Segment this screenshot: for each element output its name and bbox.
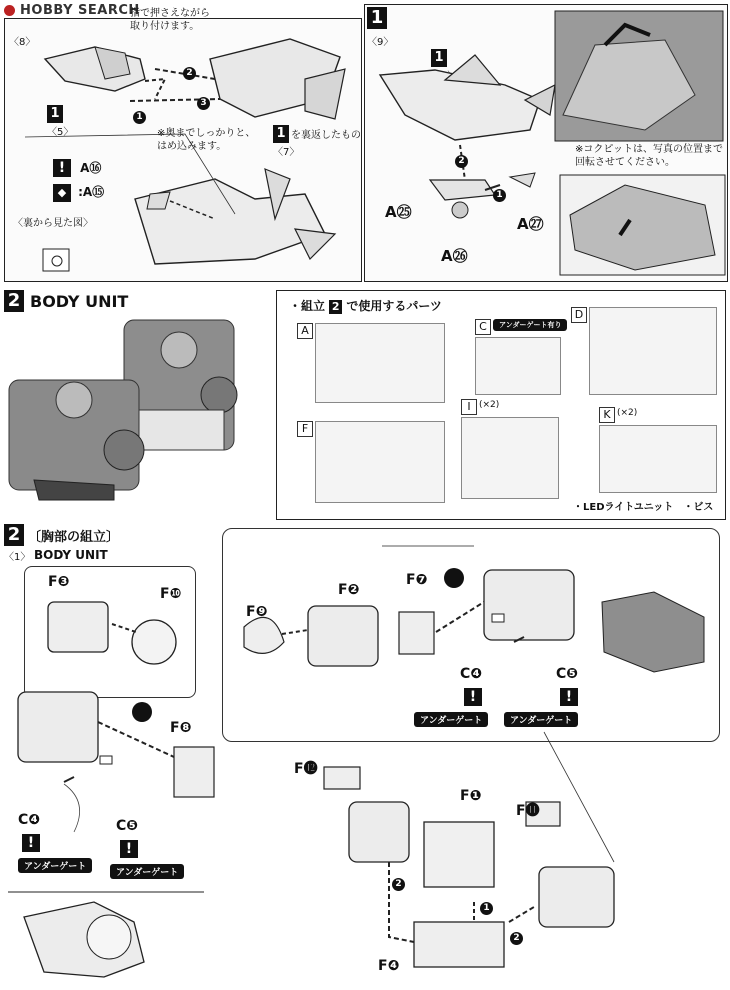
step-num-1: 1: [480, 902, 493, 915]
extra-parts-note: ・LEDライトユニット ・ビス: [573, 502, 714, 513]
step-num-2-left: 2: [392, 878, 405, 891]
step-num-1: 1: [493, 189, 506, 202]
cockpit-note: ※コクピットは、写真の位置まで 回転させてください。: [575, 144, 723, 168]
step-num-2-right: 2: [510, 932, 523, 945]
runner-a-label: A: [297, 323, 313, 339]
chest-assembly-section: [4, 522, 726, 986]
insert-note: ※奥までしっかりと、 はめ込みます。: [157, 128, 256, 152]
part-f12-label: F⓬: [294, 761, 318, 777]
logo-circle-icon: [4, 5, 15, 16]
part-f8-label: F❽: [170, 720, 192, 736]
runner-f-label: F: [297, 421, 313, 437]
press-note: 指で押さえながら 取り付けます。: [130, 8, 210, 32]
runner-k-sprue: [599, 425, 717, 493]
part-a16-label: A⑯: [80, 161, 102, 175]
box-ref-7: 1: [273, 125, 289, 143]
parts-heading: [289, 297, 442, 314]
step-num-1: 1: [133, 111, 146, 124]
step-number-box: 1: [367, 7, 387, 29]
part-f11-label: F⓫: [516, 803, 540, 819]
warning-icon: !: [53, 159, 71, 177]
runner-i-sprue: [461, 417, 559, 499]
part-f4-label: F❹: [378, 958, 400, 974]
part-a25-label: A㉕: [385, 203, 412, 221]
reverse-note: を裏返したもの: [291, 130, 361, 141]
box-ref-5-sub: 〈5〉: [47, 127, 74, 138]
logo-text: HOBBY SEARCH: [20, 3, 140, 18]
box-ref-7-sub: 〈7〉: [273, 147, 300, 158]
runner-k-note: (×2): [617, 408, 638, 418]
runner-d-sprue: [589, 307, 717, 395]
part-f9-label: F❾: [246, 604, 268, 620]
warning-icon-c5b: !: [560, 688, 578, 706]
runner-d-label: D: [571, 307, 587, 323]
part-a26-label: A㉖: [441, 247, 468, 265]
part-f3-label: F❸: [48, 574, 70, 590]
part-a15-row: [53, 181, 104, 202]
runner-k-label: K: [599, 407, 615, 423]
parts-heading-suffix: で使用するパーツ: [346, 299, 442, 313]
back-view-label: 〈裏から見た図〉: [13, 218, 93, 229]
runner-c-note: アンダーゲート有り: [493, 319, 567, 331]
runner-c-label: C: [475, 319, 491, 335]
part-c4-label: C❹: [18, 812, 41, 828]
under-gate-badge-c5b: アンダーゲート: [504, 712, 578, 727]
step-number-box: 2: [4, 290, 24, 312]
body-unit-panel: [4, 290, 726, 518]
under-gate-badge-c4: アンダーゲート: [18, 858, 92, 873]
warning-icon-c4: !: [22, 834, 40, 852]
step-sub-label: 〈9〉: [367, 37, 394, 48]
warning-icon-c4b: !: [464, 688, 482, 706]
part-a15-label: :A⑮: [78, 185, 105, 199]
warning-icon-c5: !: [120, 840, 138, 858]
parts-list-frame: [276, 290, 726, 520]
runner-i-note: (×2): [479, 400, 500, 410]
part-c5-label: C❺: [116, 818, 139, 834]
runner-i-label: I: [461, 399, 477, 415]
gate-icon: ◆: [53, 184, 71, 202]
site-logo: [4, 3, 140, 18]
step-num-2: 2: [183, 67, 196, 80]
part-f7-label: F❼: [406, 572, 428, 588]
part-f1-label: F❶: [460, 788, 482, 804]
part-a27-label: A㉗: [517, 215, 544, 233]
body-unit-photo: [4, 310, 274, 510]
part-f2-label: F❷: [338, 582, 360, 598]
runner-c-sprue: [475, 337, 561, 395]
runner-a-sprue: [315, 323, 445, 403]
under-gate-badge-c5: アンダーゲート: [110, 864, 184, 879]
runner-f-sprue: [315, 421, 445, 503]
under-gate-badge-c4b: アンダーゲート: [414, 712, 488, 727]
part-a16-row: [53, 157, 101, 177]
step-9-panel: [364, 4, 728, 282]
chest-subtitle: BODY UNIT: [34, 548, 108, 562]
chest-parts-illustration: [4, 522, 726, 986]
box-ref-8: 1: [431, 49, 447, 67]
step-sub-label: 〈8〉: [9, 37, 36, 48]
part-c4b-label: C❹: [460, 666, 483, 682]
step-num-3: 3: [197, 97, 210, 110]
step-num-2: 2: [455, 155, 468, 168]
part-f10-label: F❿: [160, 586, 182, 602]
step-number-box: 2: [4, 524, 24, 546]
parts-heading-num: 2: [329, 300, 342, 314]
chest-title: 〔胸部の組立〕: [28, 530, 120, 545]
section-title: BODY UNIT: [30, 292, 129, 311]
chest-sub-label: 〈1〉: [4, 552, 31, 563]
parts-heading-prefix: ・組立: [289, 299, 326, 313]
box-ref-5: 1: [47, 105, 63, 123]
part-c5b-label: C❺: [556, 666, 579, 682]
